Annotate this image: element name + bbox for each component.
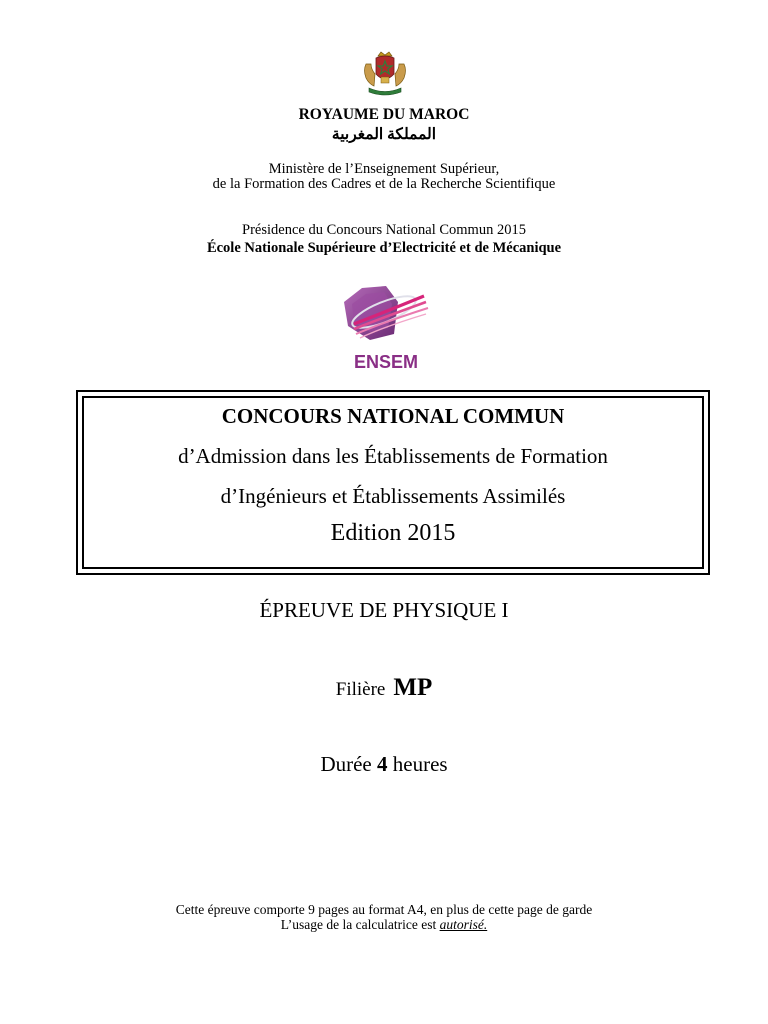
admission-line: d’Admission dans les Établissements de Formation [178,444,608,468]
coat-of-arms-icon [361,50,409,98]
calculator-note-prefix: L’usage de la calculatrice est [280,917,437,932]
ingenieurs-line: d’Ingénieurs et Établissements Assimilés [220,484,566,508]
ministry-line-1: Ministère de l’Enseignement Supérieur, [268,161,500,177]
ensem-logo [340,284,432,372]
presidence-line: Présidence du Concours National Commun 2015 [242,222,526,238]
kingdom-title-arabic: المملكة المغربية [331,126,437,143]
duree-value: 4 [377,752,388,776]
calculator-note [0,917,768,933]
filiere-value: MP [393,674,433,701]
logo-text: ENSEM [353,352,419,372]
ministry-line-2: de la Formation des Cadres et de la Recherche Scientifique [212,176,556,192]
edition-line: Edition 2015 [330,520,456,546]
title-frame [76,390,710,575]
pages-note: Cette épreuve comporte 9 pages au format A4, en plus de cette page de garde [175,902,593,917]
title-frame-inner [82,396,704,569]
duree-line [0,752,768,777]
school-name: École Nationale Supérieure d’Electricité et de Mécanique [206,240,562,256]
concours-title: CONCOURS NATIONAL COMMUN [221,404,565,428]
filiere-label: Filière [335,679,386,700]
kingdom-title: ROYAUME DU MAROC [298,106,470,123]
exam-subject: ÉPREUVE DE PHYSIQUE I [259,598,509,622]
duree-prefix: Durée [320,752,372,776]
filiere-line [0,674,768,702]
duree-suffix: heures [392,752,448,776]
calculator-note-emphasis: autorisé. [439,917,488,932]
